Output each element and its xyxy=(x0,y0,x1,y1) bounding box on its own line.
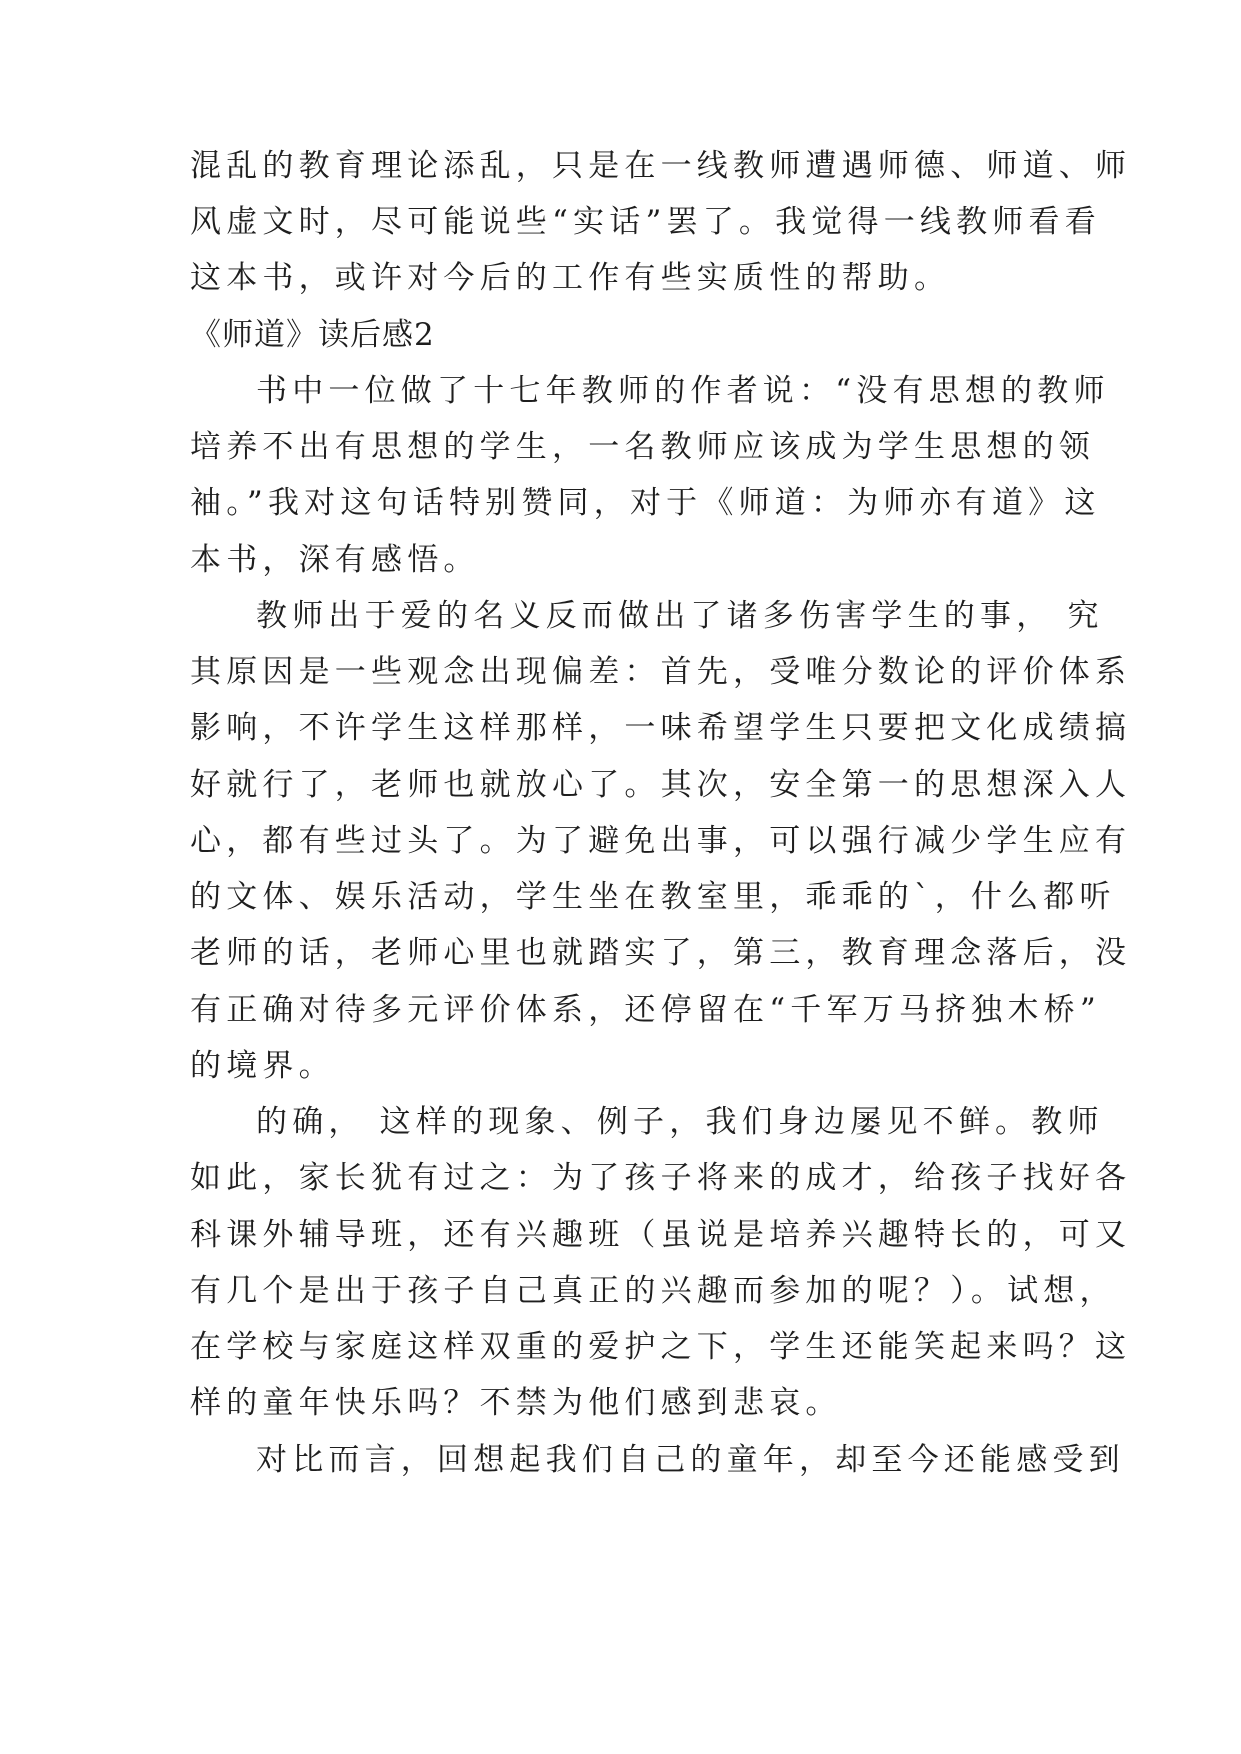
text-line: 科课外辅导班，还有兴趣班（虽说是培养兴趣特长的，可又 xyxy=(190,1217,1132,1253)
text-line: 书中一位做了十七年教师的作者说：“没有思想的教师 xyxy=(256,373,1110,409)
text-line: 如此，家长犹有过之：为了孩子将来的成才，给孩子找好各 xyxy=(190,1160,1132,1196)
text-line: 心，都有些过头了。为了避免出事，可以强行减少学生应有 xyxy=(190,823,1132,859)
text-line: 有正确对待多元评价体系，还停留在“千军万马挤独木桥” xyxy=(190,992,1101,1028)
text-line: 这本书，或许对今后的工作有些实质性的帮助。 xyxy=(190,260,951,296)
text-line: 其原因是一些观念出现偏差：首先，受唯分数论的评价体系 xyxy=(190,654,1132,690)
text-line: 影响，不许学生这样那样，一味希望学生只要把文化成绩搞 xyxy=(190,710,1132,746)
text-line: 混乱的教育理论添乱，只是在一线教师遭遇师德、师道、师 xyxy=(190,148,1132,184)
text-line: 培养不出有思想的学生，一名教师应该成为学生思想的领 xyxy=(190,429,1095,465)
text-line: 对比而言，回想起我们自己的童年，却至今还能感受到 xyxy=(256,1442,1125,1478)
section-heading: 《师道》读后感2 xyxy=(190,317,435,353)
text-line: 好就行了，老师也就放心了。其次，安全第一的思想深入人 xyxy=(190,767,1132,803)
text-line: 袖。”我对这句话特别赞同，对于《师道：为师亦有道》这 xyxy=(190,485,1101,521)
text-line: 风虚文时，尽可能说些“实话”罢了。我觉得一线教师看看 xyxy=(190,204,1101,240)
text-line: 的文体、娱乐活动，学生坐在教室里，乖乖的`，什么都听 xyxy=(190,879,1116,915)
text-line: 的境界。 xyxy=(190,1048,335,1084)
text-line: 样的童年快乐吗？不禁为他们感到悲哀。 xyxy=(190,1385,842,1421)
text-line: 的确， 这样的现象、例子，我们身边屡见不鲜。教师 xyxy=(256,1104,1104,1140)
text-line: 本书，深有感悟。 xyxy=(190,542,480,578)
text-line: 老师的话，老师心里也就踏实了，第三，教育理念落后，没 xyxy=(190,935,1132,971)
text-line: 教师出于爱的名义反而做出了诸多伤害学生的事， 究 xyxy=(256,598,1104,634)
text-line: 在学校与家庭这样双重的爱护之下，学生还能笑起来吗？这 xyxy=(190,1329,1132,1365)
text-line: 有几个是出于孩子自己真正的兴趣而参加的呢？）。试想， xyxy=(190,1273,1116,1309)
